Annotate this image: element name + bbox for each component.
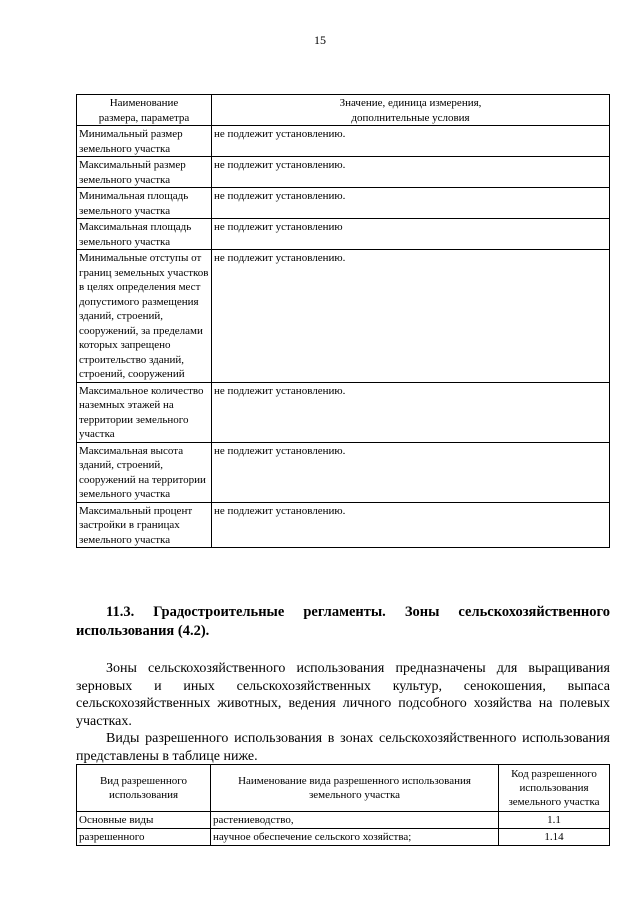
column-header-use-name: Наименование вида разрешенного использования земельного участка <box>211 765 499 812</box>
parameters-table <box>76 94 610 548</box>
table-row <box>77 812 610 829</box>
table-header-row <box>77 95 610 126</box>
parameter-name: Максимальный процент застройки в границах земельного участка <box>77 502 212 548</box>
parameter-name: Максимальная высота зданий, строений, сооружений на территории земельного участка <box>77 442 212 502</box>
table-row <box>77 219 610 250</box>
column-header-line: Значение, единица измерения, <box>339 97 482 109</box>
column-header-value <box>212 95 610 126</box>
parameter-name: Максимальная площадь земельного участка <box>77 219 212 250</box>
parameter-value: не подлежит установлению. <box>212 250 610 383</box>
table-header-row <box>77 765 610 812</box>
parameter-value: не подлежит установлению. <box>212 382 610 442</box>
parameter-value: не подлежит установлению. <box>212 502 610 548</box>
parameter-name: Минимальные отступы от границ земельных участков в целях определения мест допустимого размещения зданий, строений, сооружений, за пределами которых запрещено строительство зданий, строений, сооружений <box>77 250 212 383</box>
parameter-value: не подлежит установлению <box>212 219 610 250</box>
section-heading: 11.3. Градостроительные регламенты. Зоны сельскохозяйственного использования (4.2). <box>76 604 610 639</box>
table-row <box>77 382 610 442</box>
table-row <box>77 829 610 846</box>
use-code-cell: 1.14 <box>499 829 610 846</box>
parameter-name: Максимальное количество наземных этажей на территории земельного участка <box>77 382 212 442</box>
column-header-line: дополнительные условия <box>351 111 470 124</box>
page-number: 15 <box>314 33 326 47</box>
use-code-cell: 1.1 <box>499 812 610 829</box>
parameter-value: не подлежит установлению. <box>212 126 610 157</box>
column-header-line: Наименование <box>109 97 179 109</box>
paragraph: Виды разрешенного использования в зонах сельскохозяйственного использования представлены в таблице ниже. <box>76 731 610 764</box>
table-row <box>77 250 610 383</box>
use-name-cell: научное обеспечение сельского хозяйства; <box>211 829 499 846</box>
table-row <box>77 157 610 188</box>
use-type-cell: разрешенного <box>77 829 211 846</box>
parameter-name: Максимальный размер земельного участка <box>77 157 212 188</box>
parameter-name: Минимальный размер земельного участка <box>77 126 212 157</box>
table-row <box>77 188 610 219</box>
column-header-use-code: Код разрешенного использования земельного участка <box>499 765 610 812</box>
table-row <box>77 442 610 502</box>
column-header-use-type: Вид разрешенного использования <box>77 765 211 812</box>
use-name-cell: растениеводство, <box>211 812 499 829</box>
parameter-value: не подлежит установлению. <box>212 188 610 219</box>
use-type-cell: Основные виды <box>77 812 211 829</box>
table-row <box>77 126 610 157</box>
parameter-value: не подлежит установлению. <box>212 442 610 502</box>
parameter-value: не подлежит установлению. <box>212 157 610 188</box>
column-header-line: размера, параметра <box>98 111 190 124</box>
permitted-use-table <box>76 764 610 846</box>
column-header-parameter <box>77 95 212 126</box>
table-row <box>77 502 610 548</box>
paragraph: Зоны сельскохозяйственного использования предназначены для выращивания зерновых и иных сельскохозяйственных культур, сенокошения, выпаса сельскохозяйственных животных, ведения личного подсобного хозяйства на полевых участках. <box>76 661 610 729</box>
parameter-name: Минимальная площадь земельного участка <box>77 188 212 219</box>
